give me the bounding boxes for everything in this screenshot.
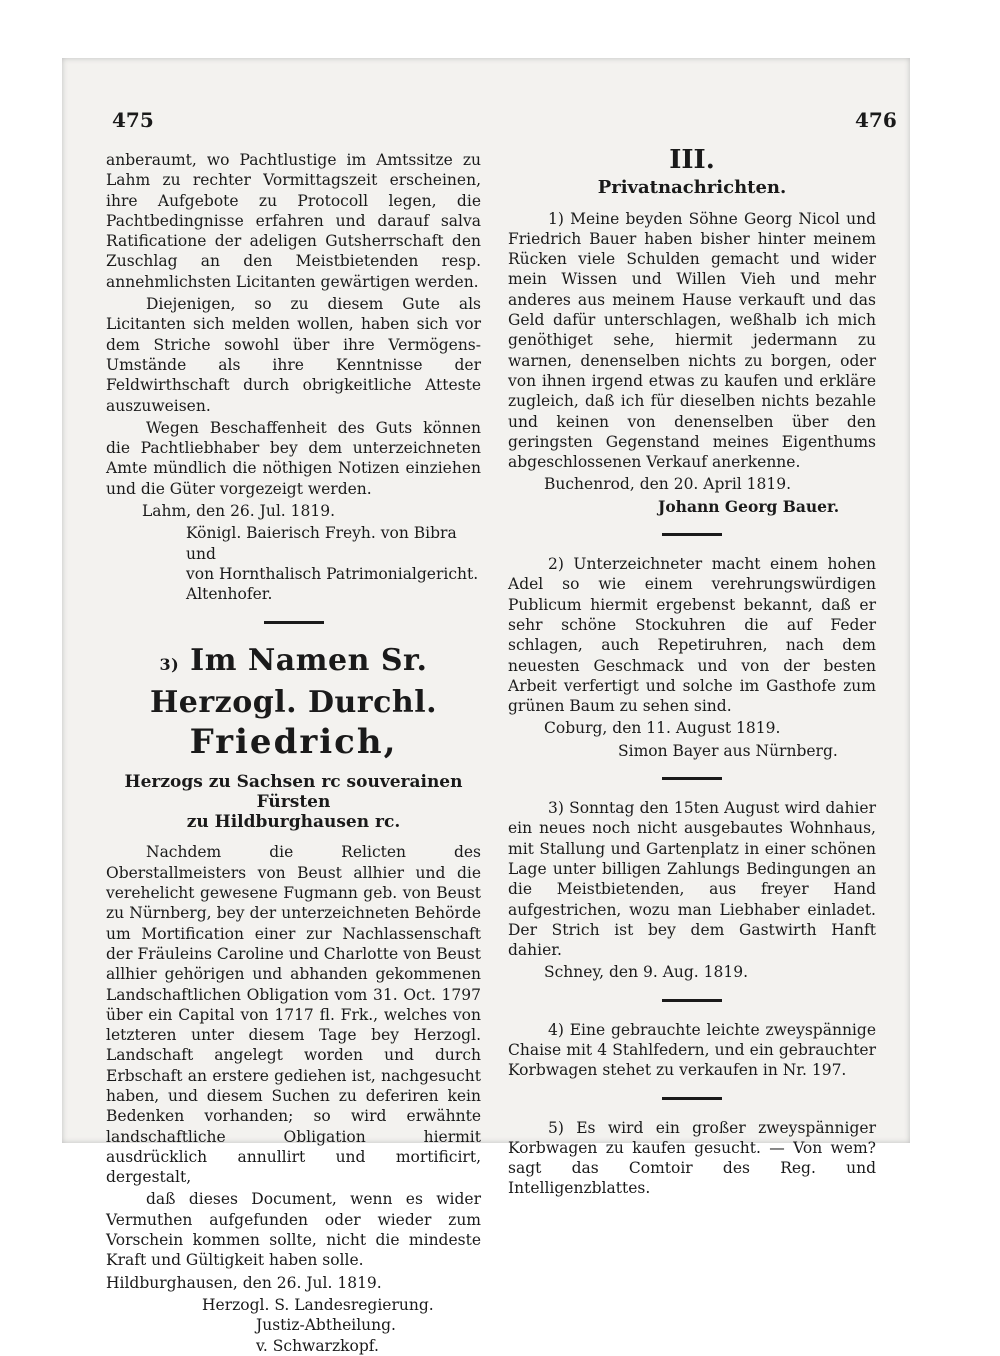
signature-name: Simon Bayer aus Nürnberg. (618, 741, 838, 760)
section-divider (662, 533, 722, 536)
notice-date: Coburg, den 11. August 1819. (544, 719, 781, 738)
signature-line: Herzogl. S. Landesregierung. (202, 1295, 434, 1314)
notice-item: 5) Es wird ein großer zweyspänniger Korbwagen zu kaufen gesucht. — Von wem? sagt das Comtoir des Reg. und Intelligenzblattes. (508, 1118, 876, 1198)
decree-date: Hildburghausen, den 26. Jul. 1819. (106, 1273, 382, 1292)
section-divider (662, 999, 722, 1002)
signature-name: Altenhofer. (186, 585, 273, 604)
paragraph-lease-terms: anberaumt, wo Pachtlustige im Amtssitze zu Lahm zu rechter Vormittagszeit erscheinen, ihre Aufgebote zu Protocoll legen, die Pachtbedingnisse erfahren und darauf salva Ratificatione der adeligen Gutsherrschaft den Zuschlag an den Meistbietenden resp. annehmlichsten Licitanten gewärtigen werden. (106, 151, 481, 291)
paragraph-inquiries: Wegen Beschaffenheit des Guts können die Pachtliebhaber bey dem unterzeichneten Amte mündlich die nöthigen Notizen einziehen und die Güter vorgezeigt werden. (106, 418, 481, 498)
decree-headline (106, 642, 481, 722)
left-column (106, 150, 481, 1356)
paragraph-mortification: Nachdem die Relicten des Oberstallmeisters von Beust allhier und die verehelicht gewesene Fugmann geb. von Beust zu Nürnberg, bey der unterzeichneten Behörde um Mortification einer zur Nachlassenschaft der Fräuleins Caroline und Charlotte von Beust allhier gehörigen und abhanden gekommenen Landschaftlichen Obligation vom 31. Oct. 1797 über ein Capital von 1717 fl. Frk., welches von letzteren unter diesem Tage bey Herzogl. Landschaft angelegt worden und durch Erbschaft an erstere gediehen ist, nachgesucht haben, und diesem Suchen zu deferiren kein Bedenken vorhanden; so wird erwähnte landschaftliche Obligation hiermit ausdrücklich annullirt und mortificirt, dergestalt, (106, 843, 481, 1187)
notice-date: Schney, den 9. Aug. 1819. (544, 963, 749, 982)
notice-date: Lahm, den 26. Jul. 1819. (142, 502, 336, 521)
signature-line: von Hornthalisch Patrimonialgericht. (186, 564, 479, 583)
decree-number: 3) (159, 654, 180, 674)
section-number: III. (669, 145, 715, 175)
paragraph-bidders: Diejenigen, so zu diesem Gute als Licitanten sich melden wollen, haben sich vor dem Striche sowohl über ihre Vermögens-Umstände als ihre Kenntnisse der Feldwirthschaft durch obrigkeitliche Atteste auszuweisen. (106, 295, 481, 415)
notice-item: 2) Unterzeichneter macht einem hohen Adel so wie einem verehrungswürdigen Publicum hiermit ergebenst bekannt, daß er sehr schöne Stockuhren die auf Feder schlagen, auch Repetiruhren, nach dem neuesten Geschmack und von der besten Arbeit verfertigt und solche im Gasthofe zum grünen Baum zu sehen sind. (508, 555, 876, 716)
signature-name: Johann Georg Bauer. (658, 496, 840, 516)
section-divider (264, 621, 324, 624)
notice-date: Buchenrod, den 20. April 1819. (544, 475, 792, 494)
page-number-right: 476 (855, 108, 897, 132)
notice-item: 1) Meine beyden Söhne Georg Nicol und Friedrich Bauer haben bisher hinter meinem Rücken viele Schulden gemacht und wider mein Wissen und Willen Vieh und mehr anderes aus meinem Hause verkauft und das Geld dafür unterschlagen, weßhalb ich mich genöthiget sehe, hiermit jedermann zu warnen, denenselben nichts zu borgen, oder von ihnen irgend etwas zu kaufen und erkläre zugleich, daß ich für dieselben nichts bezahle und keinen von denenselben über den geringsten Gegenstand meines Eigenthums abgeschlossenen Verkauf anerkenne. (508, 209, 876, 472)
decree-subtitle: zu Hildburghausen rc. (186, 812, 401, 833)
section-divider (662, 1097, 722, 1100)
decree-duke-name: Friedrich, (189, 721, 398, 762)
signature-name: v. Schwarzkopf. (256, 1336, 379, 1355)
paragraph-document-void: daß dieses Document, wenn es wider Vermuthen aufgefunden oder wieder zum Vorschein kommen sollte, nicht die mindeste Kraft und Gültigkeit haben solle. (106, 1190, 481, 1270)
signature-line: Justiz-Abtheilung. (256, 1316, 396, 1335)
notice-item: 3) Sonntag den 15ten August wird dahier ein neues noch nicht ausgebautes Wohnhaus, mit Stallung und Gartenplatz in einer schönen Lage unter billigen Zahlungs Bedingungen an die Meistbietenden, aus freyer Hand aufgestrichen, wozu man Liebhaber einladet. Der Strich ist bey dem Gastwirth Hanft dahier. (508, 799, 876, 960)
section-title: Privatnachrichten. (597, 177, 787, 199)
decree-subtitle: Herzogs zu Sachsen rc souverainen Fürsten (124, 771, 463, 812)
decree-headline-text: Im Namen Sr. Herzogl. Durchl. (149, 642, 438, 720)
page-number-left: 475 (112, 108, 154, 132)
right-column (508, 145, 876, 1201)
signature-line: Königl. Baierisch Freyh. von Bibra und (186, 524, 457, 563)
notice-item: 4) Eine gebrauchte leichte zweyspännige Chaise mit 4 Stahlfedern, und ein gebrauchter Korbwagen stehet zu verkaufen in Nr. 197. (508, 1020, 876, 1080)
section-divider (662, 777, 722, 780)
